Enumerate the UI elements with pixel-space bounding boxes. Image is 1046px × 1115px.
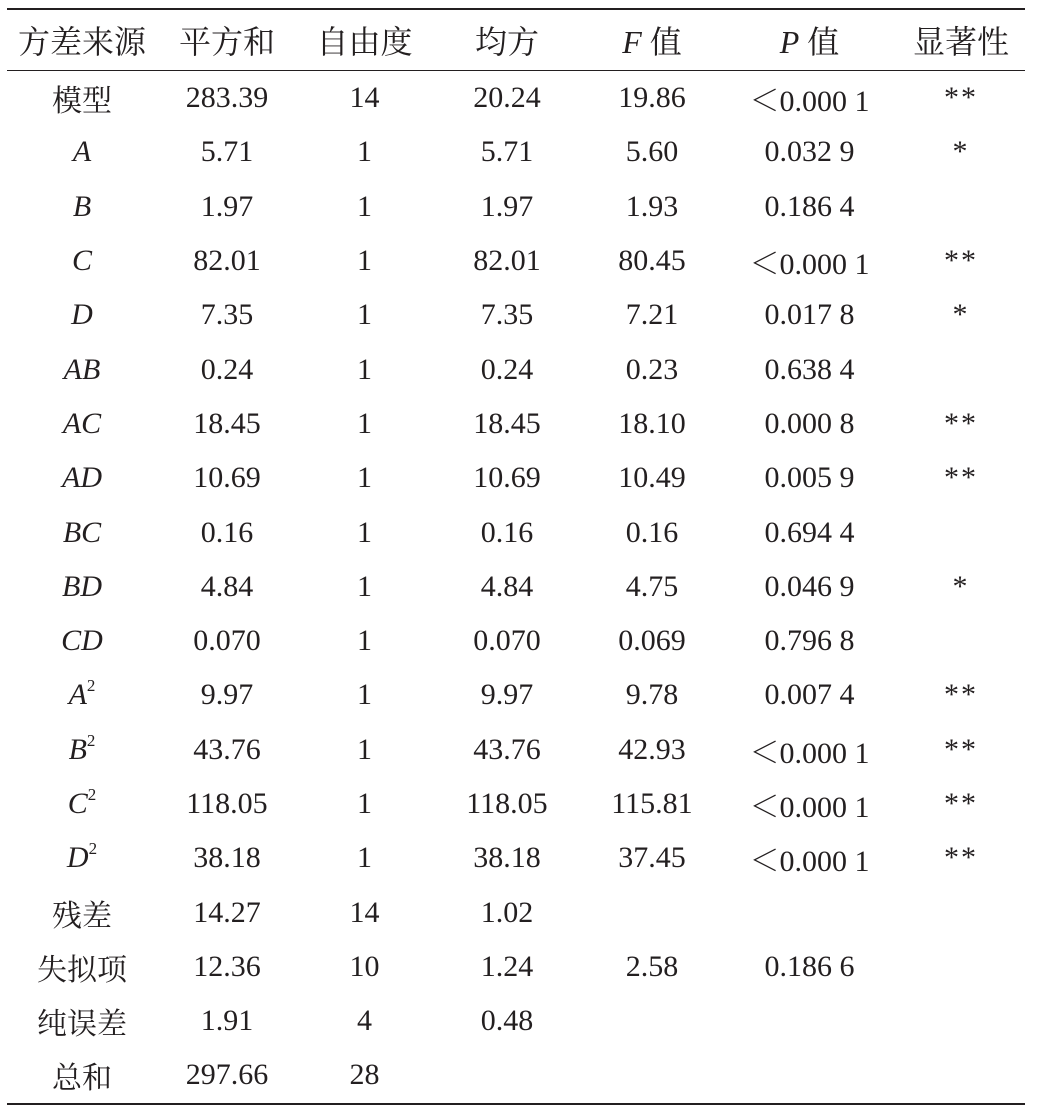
table-row [7,71,1025,126]
cell-sum-of-squares: 43.76 [193,732,261,766]
header-significance: 显著性 [912,24,1009,60]
table-row [7,451,1025,505]
cell-p-value: 0.005 9 [764,461,855,495]
table-row [7,668,1025,722]
cell-degrees-of-freedom: 1 [357,298,372,332]
header-row [7,9,1025,71]
table-row [7,885,1025,939]
cell-sum-of-squares: 0.16 [200,515,254,549]
cell-mean-square: 1.24 [480,949,534,983]
cell-significance [897,940,1025,994]
cell-source [7,614,157,668]
source-label: C [71,244,92,278]
cell-p-value: 0.000 8 [764,406,855,440]
cell-f-value: 2.58 [625,949,679,983]
cell-degrees-of-freedom: 14 [349,895,380,929]
cell-f-value [582,1048,722,1103]
cell-significance: ** [944,787,978,820]
cell-significance: ** [944,732,978,766]
header-p-var: P [779,24,800,60]
header-sum-of-squares: 平方和 [178,24,275,60]
cell-significance [897,994,1025,1048]
cell-significance [897,614,1025,668]
cell-mean-square: 5.71 [480,135,534,169]
cell-source [7,234,157,288]
cell-degrees-of-freedom: 1 [357,678,372,712]
cell-source [7,71,157,126]
cell-mean-square: 1.02 [480,895,534,929]
source-label: AB [63,352,101,386]
cell-sum-of-squares: 0.24 [200,352,254,386]
cell-mean-square: 1.97 [480,189,534,223]
table-row [7,505,1025,559]
source-exponent: 2 [87,785,97,804]
cell-mean-square: 9.97 [480,678,534,712]
cell-significance: ** [944,461,978,495]
cell-degrees-of-freedom: 1 [357,135,372,169]
cell-f-value: 0.069 [618,624,686,658]
cell-sum-of-squares: 10.69 [193,461,261,495]
anova-table-container [7,8,1025,1105]
source-label: BD [62,569,102,603]
cell-mean-square: 118.05 [466,787,548,820]
cell-source [7,777,157,831]
cell-f-value: 0.23 [625,352,679,386]
header-degrees-of-freedom: 自由度 [316,24,413,60]
cell-degrees-of-freedom: 1 [357,352,372,386]
cell-mean-square: 82.01 [473,244,541,278]
cell-sum-of-squares: 1.97 [200,189,254,223]
cell-mean-square: 18.45 [473,406,541,440]
cell-degrees-of-freedom: 1 [357,787,372,820]
cell-p-value: ＜0.000 1 [749,248,870,282]
cell-p-value: 0.017 8 [764,298,855,332]
source-label: BC [62,515,102,549]
table-row [7,1048,1025,1103]
table-row [7,614,1025,668]
cell-mean-square: 4.84 [480,569,534,603]
cell-significance: * [952,569,970,603]
cell-f-value: 19.86 [618,81,686,115]
source-exponent: 2 [88,839,98,859]
cell-significance: * [952,298,970,332]
source-exponent: 2 [86,730,96,750]
table-row [7,560,1025,614]
anova-table [7,8,1025,1105]
table-row [7,342,1025,396]
table-row [7,180,1025,234]
cell-degrees-of-freedom: 1 [357,461,372,495]
cell-degrees-of-freedom: 1 [357,189,372,223]
cell-degrees-of-freedom: 1 [357,732,372,766]
source-label: A [72,135,92,169]
cell-f-value [582,994,722,1048]
cell-sum-of-squares: 14.27 [193,895,261,929]
cell-degrees-of-freedom: 28 [349,1058,380,1092]
cell-source [7,505,157,559]
cell-degrees-of-freedom: 10 [349,949,380,983]
cell-f-value: 115.81 [611,787,693,820]
source-label: AC [62,406,102,440]
cell-source [7,397,157,451]
cell-degrees-of-freedom: 1 [357,569,372,603]
cell-significance: ** [944,406,978,440]
cell-degrees-of-freedom: 4 [357,1004,372,1038]
cell-mean-square: 0.070 [473,624,541,658]
cell-p-value: 0.186 6 [764,949,855,983]
cell-mean-square: 7.35 [480,298,534,332]
header-f-value [582,9,722,71]
header-source: 方差来源 [17,24,146,60]
cell-p-value: 0.007 4 [764,678,855,712]
cell-degrees-of-freedom: 14 [349,81,380,115]
header-p-value [722,9,897,71]
cell-significance [897,505,1025,559]
cell-p-value: 0.638 4 [764,352,855,386]
cell-source [7,560,157,614]
cell-significance: ** [944,244,978,278]
cell-significance: ** [944,841,978,875]
cell-sum-of-squares: 38.18 [193,841,261,875]
cell-f-value: 10.49 [618,461,686,495]
cell-sum-of-squares: 82.01 [193,244,261,278]
source-label: 失拟项 [37,953,127,987]
cell-significance [897,1048,1025,1103]
header-mean-square: 均方 [474,24,539,60]
source-label: D [66,841,89,875]
source-label: 模型 [52,85,112,119]
table-row [7,831,1025,885]
cell-mean-square: 20.24 [473,81,541,115]
table-row [7,994,1025,1048]
cell-f-value [582,885,722,939]
cell-sum-of-squares: 5.71 [200,135,254,169]
header-f-var: F [622,24,642,60]
cell-source [7,723,157,777]
cell-f-value: 4.75 [625,569,679,603]
source-label: 总和 [52,1062,112,1096]
cell-source [7,180,157,234]
cell-degrees-of-freedom: 1 [357,515,372,549]
cell-f-value: 0.16 [625,515,679,549]
cell-p-value: 0.694 4 [764,515,855,549]
cell-p-value: 0.796 8 [764,624,855,658]
cell-source [7,451,157,505]
cell-f-value: 37.45 [618,841,686,875]
cell-p-value [722,994,897,1048]
cell-significance: ** [944,81,978,115]
cell-f-value: 42.93 [618,732,686,766]
cell-mean-square: 43.76 [473,732,541,766]
cell-degrees-of-freedom: 1 [357,406,372,440]
cell-sum-of-squares: 297.66 [185,1058,269,1092]
cell-source [7,1048,157,1103]
cell-sum-of-squares: 283.39 [185,81,269,115]
cell-p-value: ＜0.000 1 [749,845,870,879]
source-label: C [67,787,88,820]
cell-source [7,288,157,342]
cell-sum-of-squares: 1.91 [200,1004,254,1038]
table-row [7,288,1025,342]
cell-significance [897,180,1025,234]
cell-p-value: 0.186 4 [764,189,855,223]
cell-mean-square: 38.18 [473,841,541,875]
cell-significance [897,342,1025,396]
source-label: A [68,678,87,712]
cell-source [7,342,157,396]
cell-f-value: 7.21 [625,298,679,332]
cell-source [7,668,157,722]
cell-f-value: 9.78 [625,678,679,712]
cell-p-value: ＜0.000 1 [749,791,870,824]
cell-significance: * [952,135,970,169]
cell-significance [897,885,1025,939]
cell-p-value [722,885,897,939]
cell-f-value: 18.10 [618,406,686,440]
cell-p-value: ＜0.000 1 [749,85,870,119]
cell-f-value: 5.60 [625,135,679,169]
table-row [7,234,1025,288]
cell-sum-of-squares: 7.35 [200,298,254,332]
cell-mean-square: 0.24 [480,352,534,386]
cell-f-value: 80.45 [618,244,686,278]
cell-mean-square: 0.48 [480,1004,534,1038]
cell-f-value: 1.93 [625,189,679,223]
cell-sum-of-squares: 18.45 [193,406,261,440]
table-row [7,125,1025,179]
cell-degrees-of-freedom: 1 [357,841,372,875]
cell-sum-of-squares: 12.36 [193,949,261,983]
source-label: B [68,732,87,766]
cell-source [7,994,157,1048]
cell-mean-square: 10.69 [473,461,541,495]
cell-significance: ** [944,678,978,712]
cell-p-value: ＜0.000 1 [749,736,870,770]
cell-p-value: 0.032 9 [764,135,855,169]
source-label: D [71,298,93,332]
source-label: 纯误差 [37,1008,127,1042]
cell-degrees-of-freedom: 1 [357,624,372,658]
table-body [7,71,1025,1104]
source-label: B [72,189,92,223]
cell-sum-of-squares: 9.97 [200,678,254,712]
cell-mean-square: 0.16 [480,515,534,549]
cell-sum-of-squares: 4.84 [200,569,254,603]
cell-sum-of-squares: 118.05 [186,787,268,820]
header-f-label: 值 [649,24,682,60]
cell-source [7,125,157,179]
cell-degrees-of-freedom: 1 [357,244,372,278]
source-label: 残差 [52,899,112,933]
cell-sum-of-squares: 0.070 [193,624,261,658]
source-exponent: 2 [86,676,96,696]
table-row [7,940,1025,994]
cell-p-value: 0.046 9 [764,569,855,603]
cell-p-value [722,1048,897,1103]
cell-source [7,940,157,994]
cell-mean-square [432,1048,582,1103]
table-row [7,397,1025,451]
header-p-label: 值 [807,24,840,60]
source-label: AD [62,461,102,495]
table-row [7,777,1025,831]
source-label: CD [61,624,103,658]
table-row [7,723,1025,777]
cell-source [7,885,157,939]
cell-source [7,831,157,885]
